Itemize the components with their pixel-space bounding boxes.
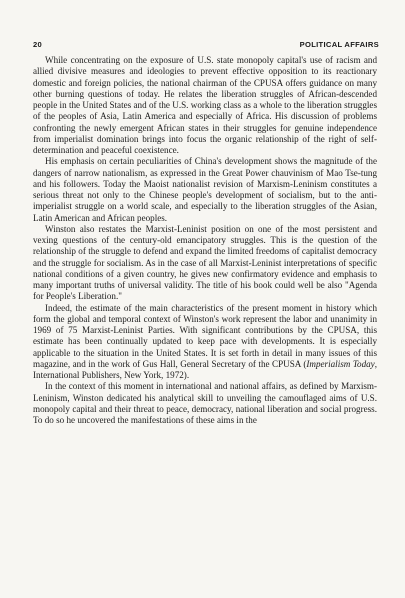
paragraph-3: Winston also restates the Marxist-Leninist position on one of the most persistent and vexing questions of the century-old emancipatory struggles. This is the question of the relationship of the struggle to defend and expand the limited freedoms of capitalist democracy and the struggle for socialism. As in the case of all Marxist-Leninist interpretations of specific national conditions of a given country, he gives new confirmatory evidence and emphasis to many important truths of universal validity. The title of his book could well be also "Agenda for People's Liberation." bbox=[33, 223, 377, 302]
article-body bbox=[33, 55, 377, 426]
running-head bbox=[33, 40, 379, 52]
citation-publisher: , International Publishers, New York, 1972). bbox=[33, 358, 378, 380]
paragraph-1: While concentrating on the exposure of U.S. state monopoly capital's use of racism and allied divisive measures and ideologies to prevent effective opposition to its reactionary domestic and foreign policies, the national chairman of the CPUSA offers guidance on many other burning questions of today. He relates the liberation struggles of African-descended people in the United States and of the U.S. working class as a whole to the liberation struggles of the peoples of Asia, Latin America and especially of Africa. His discussion of problems confronting the newly emergent African states in their struggles for genuine independence from imperialist domination brings into focus the organic relationship of the right of self-determination and peaceful coexistence. bbox=[33, 55, 377, 155]
paragraph-2: His emphasis on certain peculiarities of China's development shows the magnitude of the dangers of narrow nationalism, as expressed in the Great Power chauvinism of Mao Tse-tung and his followers. Today the Maoist nationalist revision of Marxism-Leninism constitutes a serious threat not only to the Chinese people's development of socialism, but to the anti-imperialist struggle on a world scale, and especially to the liberation struggles of the Asian, Latin American and African peoples. bbox=[33, 156, 377, 223]
book-title-citation: Imperialism Today bbox=[306, 358, 375, 369]
page-number: 20 bbox=[33, 40, 43, 49]
paragraph-5: In the context of this moment in international and national affairs, as defined by Marxism-Leninism, Winston dedicated his analytical skill to unveiling the camouflaged aims of U.S. monopoly capital and their threat to peace, democracy, national liberation and social progress. To do so he uncovered the manifestations of these aims in the bbox=[33, 381, 377, 425]
paragraph-4-text: Indeed, the estimate of the main characteristics of the present moment in history which form the global and temporal context of Winston's work represent the labor and unanimity in 1969 of 75 Marxist-Leninist Parties. With significant contributions by the CPUSA, this estimate has been continually updated to keep pace with developments. It is especially applicable to the situation in the United States. It is set forth in detail in many issues of this magazine, and in the work of Gus Hall, General Secretary of the CPUSA ( bbox=[33, 302, 377, 369]
journal-title: POLITICAL AFFAIRS bbox=[299, 40, 379, 49]
paragraph-4 bbox=[33, 303, 377, 382]
